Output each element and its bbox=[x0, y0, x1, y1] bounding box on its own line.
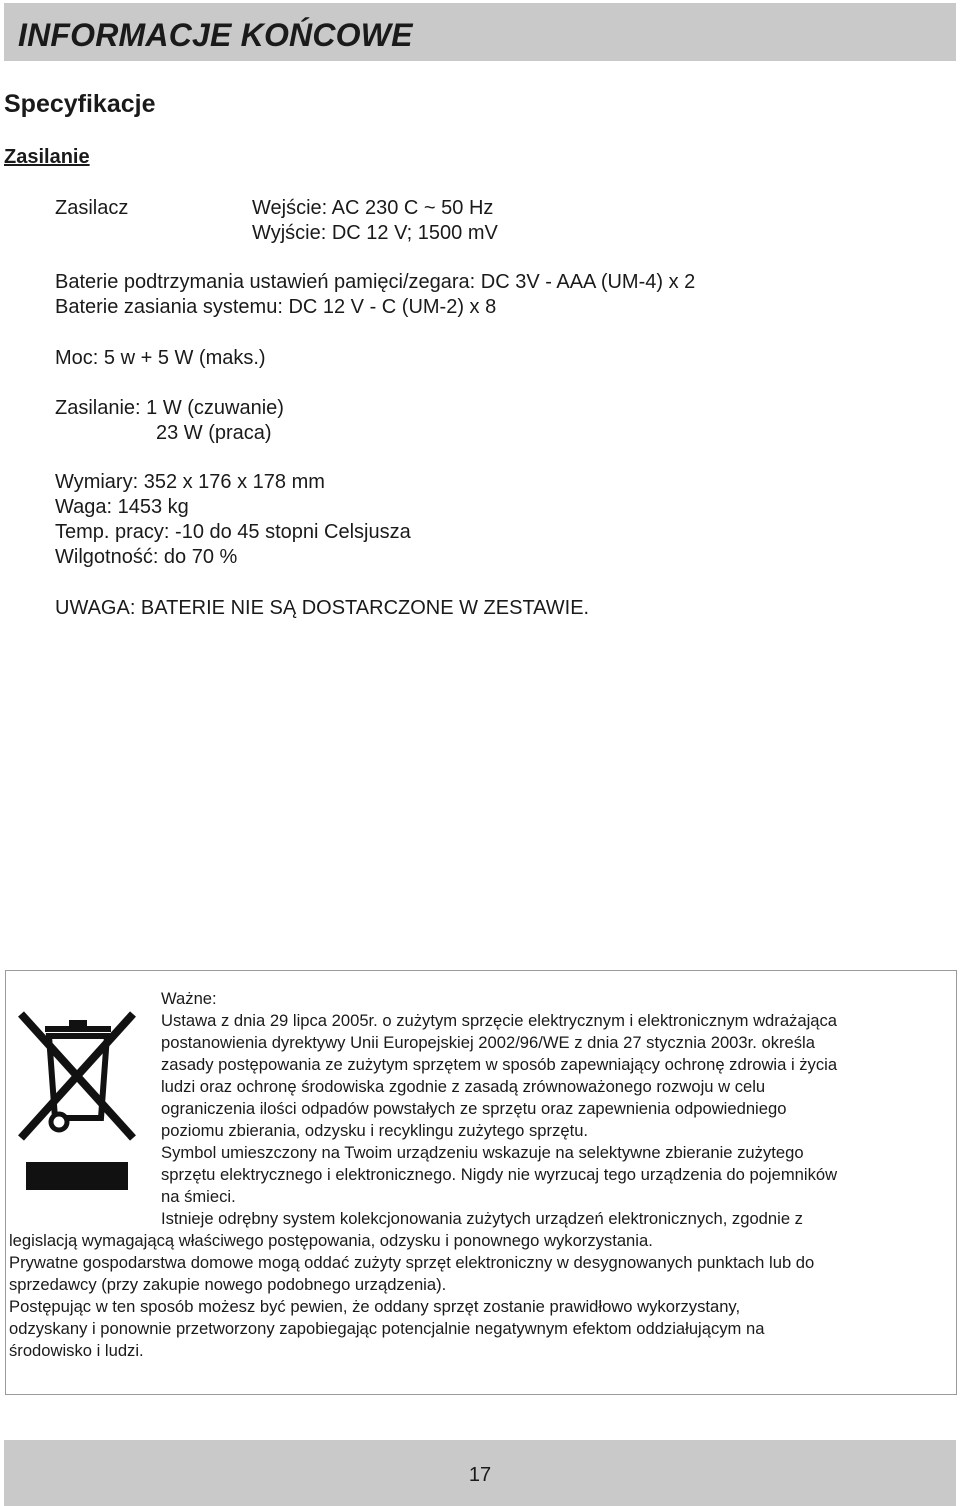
power-output: Moc: 5 w + 5 W (maks.) bbox=[55, 347, 266, 369]
notice-line: Prywatne gospodarstwa domowe mogą oddać zużyty sprzęt elektroniczny w desygnowanych punktach lub do bbox=[9, 1253, 815, 1272]
notice-heading: Ważne: bbox=[161, 989, 217, 1008]
adapter-label: Zasilacz bbox=[55, 197, 129, 219]
notice-line: odzyskany i ponownie przetworzony zapobiegając potencjalnie negatywnym efektom oddziałującym na bbox=[9, 1319, 765, 1338]
consumption-operation: 23 W (praca) bbox=[156, 422, 272, 444]
temperature: Temp. pracy: -10 do 45 stopni Celsjusza bbox=[55, 521, 411, 543]
batteries-note: UWAGA: BATERIE NIE SĄ DOSTARCZONE W ZESTAWIE. bbox=[55, 597, 590, 619]
battery-memory: Baterie podtrzymania ustawień pamięci/zegara: DC 3V - AAA (UM-4) x 2 bbox=[55, 271, 696, 293]
notice-line: sprzedawcy (przy zakupie nowego podobnego urządzenia). bbox=[9, 1275, 447, 1294]
adapter-input: Wejście: AC 230 C ~ 50 Hz bbox=[252, 197, 494, 219]
page-number: 17 bbox=[468, 1464, 492, 1486]
notice-line: legislacją wymagającą właściwego postępowania, odzysku i ponownego wykorzystania. bbox=[9, 1231, 653, 1250]
notice-line: ludzi oraz ochronę środowiska zgodnie z zasadą zrównoważonego rozwoju w celu bbox=[161, 1077, 766, 1096]
notice-line: na śmieci. bbox=[161, 1187, 236, 1206]
notice-line: poziomu zbierania, odzysku i recyklingu zużytego sprzętu. bbox=[161, 1121, 589, 1140]
notice-line: Postępując w ten sposób możesz być pewien, że oddany sprzęt zostanie prawidłowo wykorzystany, bbox=[9, 1297, 741, 1316]
notice-line: Symbol umieszczony na Twoim urządzeniu wskazuje na selektywne zbieranie zużytego bbox=[161, 1143, 804, 1162]
humidity: Wilgotność: do 70 % bbox=[55, 546, 238, 568]
consumption-standby: Zasilanie: 1 W (czuwanie) bbox=[55, 397, 284, 419]
notice-line: środowisko i ludzi. bbox=[9, 1341, 144, 1360]
page-header bbox=[4, 3, 956, 61]
notice-line: Ustawa z dnia 29 lipca 2005r. o zużytym sprzęcie elektrycznym i elektronicznym wdrażająca bbox=[161, 1011, 838, 1030]
adapter-output: Wyjście: DC 12 V; 1500 mV bbox=[252, 222, 498, 244]
notice-line: Istnieje odrębny system kolekcjonowania zużytych urządzeń elektronicznych, zgodnie z bbox=[161, 1209, 803, 1228]
crossed-out-wheelie-bin-icon bbox=[15, 1010, 139, 1192]
page-footer bbox=[4, 1440, 956, 1506]
section-title: Specyfikacje bbox=[4, 90, 156, 118]
notice-line: sprzętu elektrycznego i elektronicznego. Nigdy nie wyrzucaj tego urządzenia do pojemników bbox=[161, 1165, 838, 1184]
notice-line: zasady postępowania ze zużytym sprzętem w sposób zapewniający ochronę zdrowia i życia bbox=[161, 1055, 838, 1074]
notice-line: ograniczenia ilości odpadów powstałych ze sprzętu oraz zapewnienia odpowiedniego bbox=[161, 1099, 787, 1118]
page-title: INFORMACJE KOŃCOWE bbox=[18, 17, 413, 53]
battery-system: Baterie zasiania systemu: DC 12 V - C (UM-2) x 8 bbox=[55, 296, 497, 318]
subsection-title: Zasilanie bbox=[4, 146, 90, 168]
notice-line: postanowienia dyrektywy Unii Europejskiej 2002/96/WE z dnia 27 stycznia 2003r. określa bbox=[161, 1033, 815, 1052]
dimensions: Wymiary: 352 x 176 x 178 mm bbox=[55, 471, 325, 493]
weight: Waga: 1453 kg bbox=[55, 496, 189, 518]
